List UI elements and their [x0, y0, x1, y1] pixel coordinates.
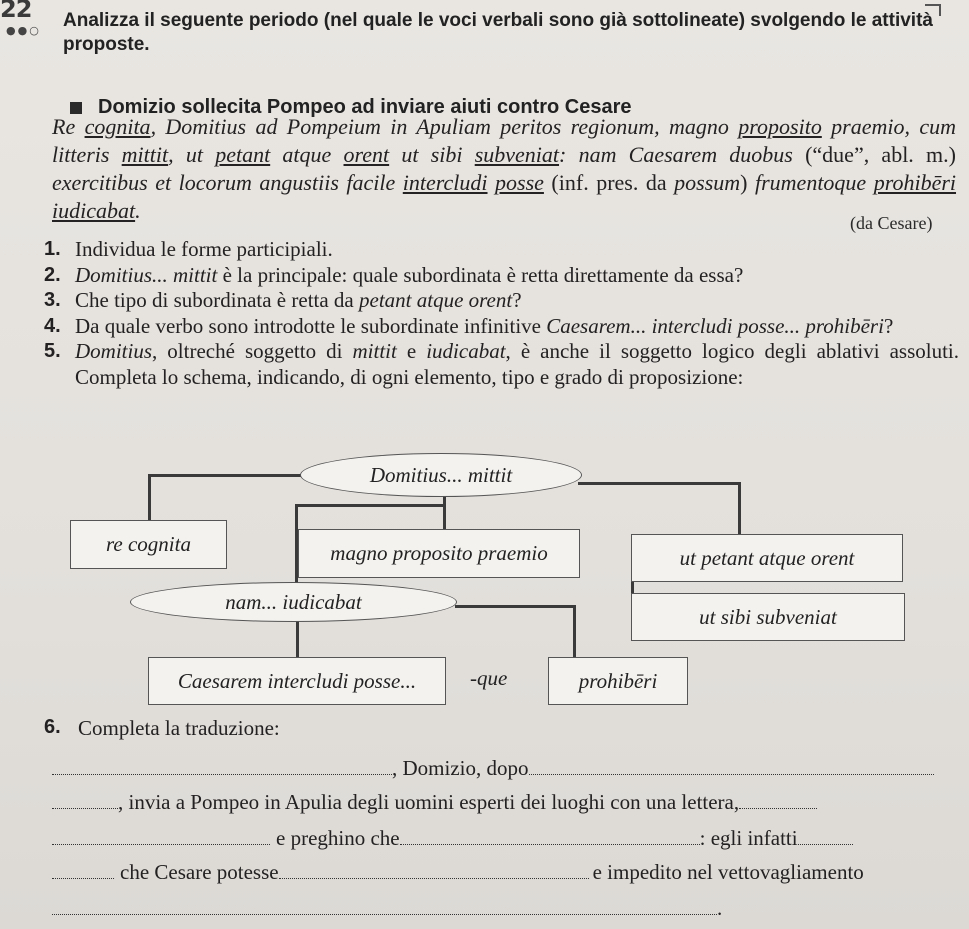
underlined-verb: petant	[215, 142, 271, 167]
question-2: 2. Domitius... mittit è la principale: quale subordinata è retta direttamente da essa?	[44, 262, 744, 287]
answer-blank[interactable]	[400, 826, 700, 845]
node-prohiberi: prohibēri	[548, 657, 688, 705]
passage-title: Domizio sollecita Pompeo ad inviare aiuti contro Cesare	[98, 96, 632, 118]
answer-blank[interactable]	[279, 860, 589, 879]
question-6: 6. Completa la traduzione:	[44, 716, 280, 740]
underlined-verb: orent	[343, 142, 390, 167]
answer-blank[interactable]	[798, 826, 853, 845]
question-3: 3. Che tipo di subordinata è retta da petant atque orent?	[44, 288, 522, 312]
node-caesarem: Caesarem intercludi posse...	[148, 657, 446, 705]
answer-blank[interactable]	[52, 790, 118, 809]
translation-line-3: e preghino che : egli infatti	[52, 826, 853, 851]
source-citation: (da Cesare)	[850, 213, 933, 233]
connector-line	[295, 504, 443, 507]
connector-line	[578, 482, 740, 485]
gloss-note: (“due”, abl. m.)	[805, 142, 956, 167]
exercise-number: 22	[0, 0, 32, 23]
underlined-verb: iudicabat	[52, 198, 136, 223]
connector-line	[738, 482, 741, 538]
underlined-verb: intercludi	[402, 170, 488, 195]
underlined-verb: mittit	[121, 142, 169, 167]
translation-line-4: che Cesare potesse e impedito nel vettovagliamento	[52, 860, 864, 885]
answer-blank[interactable]	[739, 790, 817, 809]
answer-blank[interactable]	[52, 756, 392, 775]
exercise-instructions: Analizza il seguente periodo (nel quale le voci verbali sono già sottolineate) svolgendo le attività proposte.	[63, 10, 933, 55]
underlined-verb: cognita	[84, 114, 151, 139]
node-magno-proposito: magno proposito praemio	[298, 529, 580, 578]
question-1: 1. Individua le forme participiali.	[44, 237, 333, 261]
node-que: -que	[470, 666, 508, 690]
answer-blank[interactable]	[52, 896, 717, 915]
node-main-clause: Domitius... mittit	[300, 453, 582, 497]
underlined-verb: prohibēri	[873, 170, 957, 195]
question-list	[44, 237, 959, 390]
underlined-verb: posse	[495, 170, 544, 195]
connector-line	[148, 474, 305, 477]
difficulty-dots: ●●○	[6, 24, 41, 37]
translation-line-2: , invia a Pompeo in Apulia degli uomini esperti dei luoghi con una lettera,	[52, 790, 817, 815]
connector-line	[296, 618, 299, 658]
connector-line	[148, 474, 151, 520]
answer-blank[interactable]	[52, 826, 270, 845]
translation-line-5: .	[52, 896, 722, 921]
answer-blank[interactable]	[529, 756, 934, 775]
underlined-verb: proposito	[738, 114, 822, 139]
latin-passage: Re cognita, Domitius ad Pompeium in Apuliam peritos regionum, magno proposito praemio, cum litteris mittit, ut petant atque orent ut sibi subveniat: nam Caesarem duobus (“due”, abl. m.) exercitibus et locorum angustiis facile intercludi posse (inf. pres. da possum) frumentoque prohibēri iudicabat.	[52, 114, 957, 223]
node-ut-sibi: ut sibi subveniat	[631, 593, 905, 641]
question-4: 4. Da quale verbo sono introdotte le subordinate infinitive Caesarem... intercludi posse... prohibēri?	[44, 313, 894, 338]
connector-line	[443, 494, 446, 530]
gloss-note: (inf. pres. da	[543, 170, 675, 195]
node-ut-petant: ut petant atque orent	[631, 534, 903, 582]
question-5: 5. Domitius, oltreché soggetto di mittit e iudicabat, è anche il soggetto logico degli ablativi assoluti. Completa lo schema, indicando, di ogni elemento, tipo e grado di proposizione:	[44, 339, 959, 389]
translation-line-1: , Domizio, dopo	[52, 756, 934, 781]
connector-line	[455, 605, 575, 608]
connector-line	[573, 605, 576, 660]
answer-blank[interactable]	[52, 860, 114, 879]
node-nam-iudicabat: nam... iudicabat	[130, 582, 457, 622]
node-re-cognita: re cognita	[70, 520, 227, 569]
square-bullet-icon	[70, 102, 82, 114]
underlined-verb: subveniat	[474, 142, 560, 167]
